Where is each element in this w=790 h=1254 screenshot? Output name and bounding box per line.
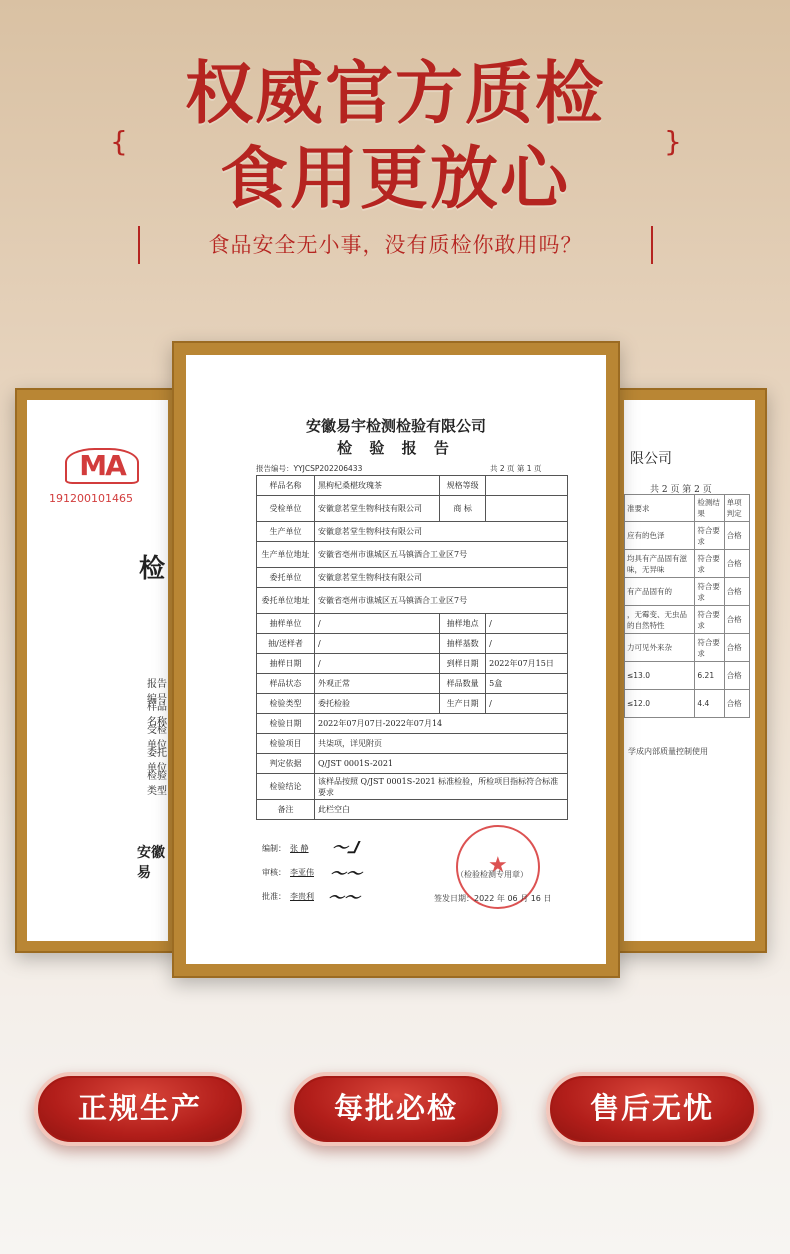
cover-label: 样品名称 xyxy=(147,702,167,728)
table-cell: 5盒 xyxy=(486,674,568,694)
table-row xyxy=(257,542,568,568)
table-cell: 抽样单位 xyxy=(257,614,315,634)
table-cell: 安徽意茗堂生物科技有限公司 xyxy=(315,496,440,522)
subtitle: 食品安全无小事，没有质检你敢用吗？ xyxy=(138,226,653,264)
appendix-pages: 共 2 页 第 2 页 xyxy=(650,485,712,495)
cma-number: 191200101465 xyxy=(49,492,133,505)
cma-logo: MA xyxy=(65,448,139,484)
handwritten-signature: 〜ᒧ xyxy=(329,838,360,857)
table-cell: 合格 xyxy=(724,550,749,578)
table-cell: 检验结论 xyxy=(257,774,315,800)
badge-after-sales: 售后无忧 xyxy=(546,1072,758,1146)
table-cell: 委托单位 xyxy=(257,568,315,588)
table-cell: 此栏空白 xyxy=(315,800,568,820)
table-row xyxy=(625,606,750,634)
table-cell: 安徽省亳州市谯城区五马镇酒合工业区7号 xyxy=(315,588,568,614)
table-cell: 符合要求 xyxy=(695,578,724,606)
table-row xyxy=(257,588,568,614)
table-cell: 黑枸杞桑椹玫瑰茶 xyxy=(315,476,440,496)
table-cell: 抽/送样者 xyxy=(257,634,315,654)
table-cell: 应有的色泽 xyxy=(625,522,695,550)
report-company: 安徽易宇检测检验有限公司 xyxy=(305,417,486,435)
table-cell: 样品名称 xyxy=(257,476,315,496)
signature-approver xyxy=(262,891,314,902)
table-cell: 2022年07月07日-2022年07月14 xyxy=(315,714,568,734)
signature-reviewer xyxy=(262,867,314,878)
handwritten-signature: ～～ xyxy=(325,888,362,907)
table-cell: 判定依据 xyxy=(257,754,315,774)
table-cell: 委托单位地址 xyxy=(257,588,315,614)
issue-date: 签发日期：2022 年 06 月 16 日 xyxy=(434,894,552,903)
table-row xyxy=(257,774,568,800)
table-cell: 合格 xyxy=(724,522,749,550)
table-row xyxy=(257,674,568,694)
certificate-paper-right xyxy=(624,400,755,941)
certificate-frame-center xyxy=(172,341,620,978)
table-row xyxy=(257,654,568,674)
cover-title: 检 xyxy=(139,554,166,584)
table-cell: 抽样日期 xyxy=(257,654,315,674)
brace-right: } xyxy=(664,125,682,158)
table-cell: 合格 xyxy=(724,578,749,606)
table-cell: 合格 xyxy=(724,690,749,718)
table-row xyxy=(257,734,568,754)
appendix-company: 限公司 xyxy=(630,451,672,467)
table-cell: 样品状态 xyxy=(257,674,315,694)
certificate-frame-right xyxy=(612,388,767,953)
table-cell: 合格 xyxy=(724,662,749,690)
table-cell: / xyxy=(486,694,568,714)
report-number: 报告编号：YYJCSP202206433 xyxy=(256,464,363,473)
table-cell: 备注 xyxy=(257,800,315,820)
table-row xyxy=(257,522,568,542)
table-row xyxy=(625,578,750,606)
table-cell: 检验项目 xyxy=(257,734,315,754)
table-cell: 符合要求 xyxy=(695,522,724,550)
certificate-frame-left xyxy=(15,388,180,953)
headline-line2: 食用更放心 xyxy=(219,139,570,219)
certificate-paper-left xyxy=(27,400,168,941)
table-cell: ≤12.0 xyxy=(625,690,695,718)
table-cell: ，无霉变、无虫品的自然特性 xyxy=(625,606,695,634)
cover-company: 安徽易 xyxy=(137,845,165,881)
table-cell: 规格等级 xyxy=(440,476,486,496)
report-pages: 共 2 页 第 1 页 xyxy=(490,464,542,473)
table-cell: 有产品固有的 xyxy=(625,578,695,606)
table-row xyxy=(257,634,568,654)
table-cell: 安徽意茗堂生物科技有限公司 xyxy=(315,568,568,588)
table-row xyxy=(257,496,568,522)
table-cell: 抽样地点 xyxy=(440,614,486,634)
cover-label: 委托单位 xyxy=(147,748,167,774)
table-cell: 安徽省亳州市谯城区五马镇酒合工业区7号 xyxy=(315,542,568,568)
signature-label: 审核： xyxy=(262,868,286,877)
table-cell: / xyxy=(486,634,568,654)
signature-name: 张 静 xyxy=(290,844,309,853)
table-cell: 该样品按照 Q/JST 0001S-2021 标准检验，所检项目指标符合标准要求 xyxy=(315,774,568,800)
stamp-label: （检验检测专用章） xyxy=(456,870,528,879)
table-cell: 6.21 xyxy=(695,662,724,690)
table-cell xyxy=(486,496,568,522)
report-title: 检 验 报 告 xyxy=(337,439,455,457)
table-cell: 安徽意茗堂生物科技有限公司 xyxy=(315,522,568,542)
table-cell: 生产日期 xyxy=(440,694,486,714)
report-table xyxy=(256,475,568,820)
signature-name: 李贵利 xyxy=(290,892,314,901)
signature-label: 编制： xyxy=(262,844,286,853)
table-cell: 符合要求 xyxy=(695,606,724,634)
table-cell: 到样日期 xyxy=(440,654,486,674)
table-cell: ≤13.0 xyxy=(625,662,695,690)
table-cell: 符合要求 xyxy=(695,550,724,578)
brace-left: { xyxy=(110,125,128,158)
signature-name: 李亚伟 xyxy=(290,868,314,877)
table-row xyxy=(257,568,568,588)
table-row xyxy=(625,522,750,550)
headline-line1: 权威官方质检 xyxy=(184,54,605,134)
signature-label: 批准： xyxy=(262,892,286,901)
table-row xyxy=(257,800,568,820)
table-cell: 抽样基数 xyxy=(440,634,486,654)
table-cell: Q/JST 0001S-2021 xyxy=(315,754,568,774)
signature-editor xyxy=(262,843,309,854)
table-header: 检测结果 xyxy=(695,495,724,522)
table-cell: 检验类型 xyxy=(257,694,315,714)
badge-batch-inspection: 每批必检 xyxy=(290,1072,502,1146)
table-cell: / xyxy=(486,614,568,634)
table-cell: 检验日期 xyxy=(257,714,315,734)
table-cell: / xyxy=(315,654,440,674)
table-cell: 4.4 xyxy=(695,690,724,718)
table-cell: 委托检验 xyxy=(315,694,440,714)
table-row xyxy=(257,754,568,774)
table-cell: 受检单位 xyxy=(257,496,315,522)
appendix-table xyxy=(624,494,750,718)
appendix-note: 学成内部质量控制使用 xyxy=(628,747,708,756)
table-cell: / xyxy=(315,614,440,634)
table-row xyxy=(257,714,568,734)
cover-label: 受检单位 xyxy=(147,725,167,751)
table-cell: 生产单位 xyxy=(257,522,315,542)
table-cell: 合格 xyxy=(724,634,749,662)
table-header: 准要求 xyxy=(625,495,695,522)
table-header: 单项判定 xyxy=(724,495,749,522)
table-cell: 共柒项，详见附页 xyxy=(315,734,568,754)
table-cell: 样品数量 xyxy=(440,674,486,694)
table-cell xyxy=(486,476,568,496)
table-cell: 商 标 xyxy=(440,496,486,522)
table-cell: 力可见外来杂 xyxy=(625,634,695,662)
table-row xyxy=(625,662,750,690)
table-cell: / xyxy=(315,634,440,654)
table-row xyxy=(625,634,750,662)
table-row xyxy=(625,550,750,578)
table-cell: 外观正常 xyxy=(315,674,440,694)
cover-label: 报告编号 xyxy=(147,679,167,705)
table-cell: 2022年07月15日 xyxy=(486,654,568,674)
table-row xyxy=(257,614,568,634)
badge-regular-production: 正规生产 xyxy=(34,1072,246,1146)
table-cell: 生产单位地址 xyxy=(257,542,315,568)
table-row xyxy=(625,690,750,718)
handwritten-signature: ～～ xyxy=(327,864,364,883)
table-row xyxy=(257,694,568,714)
cover-label: 检验类型 xyxy=(147,771,167,797)
table-cell: 符合要求 xyxy=(695,634,724,662)
certificate-paper-center xyxy=(186,355,606,964)
table-cell: 均具有产品固有滋味，无异味 xyxy=(625,550,695,578)
table-row xyxy=(257,476,568,496)
table-cell: 合格 xyxy=(724,606,749,634)
